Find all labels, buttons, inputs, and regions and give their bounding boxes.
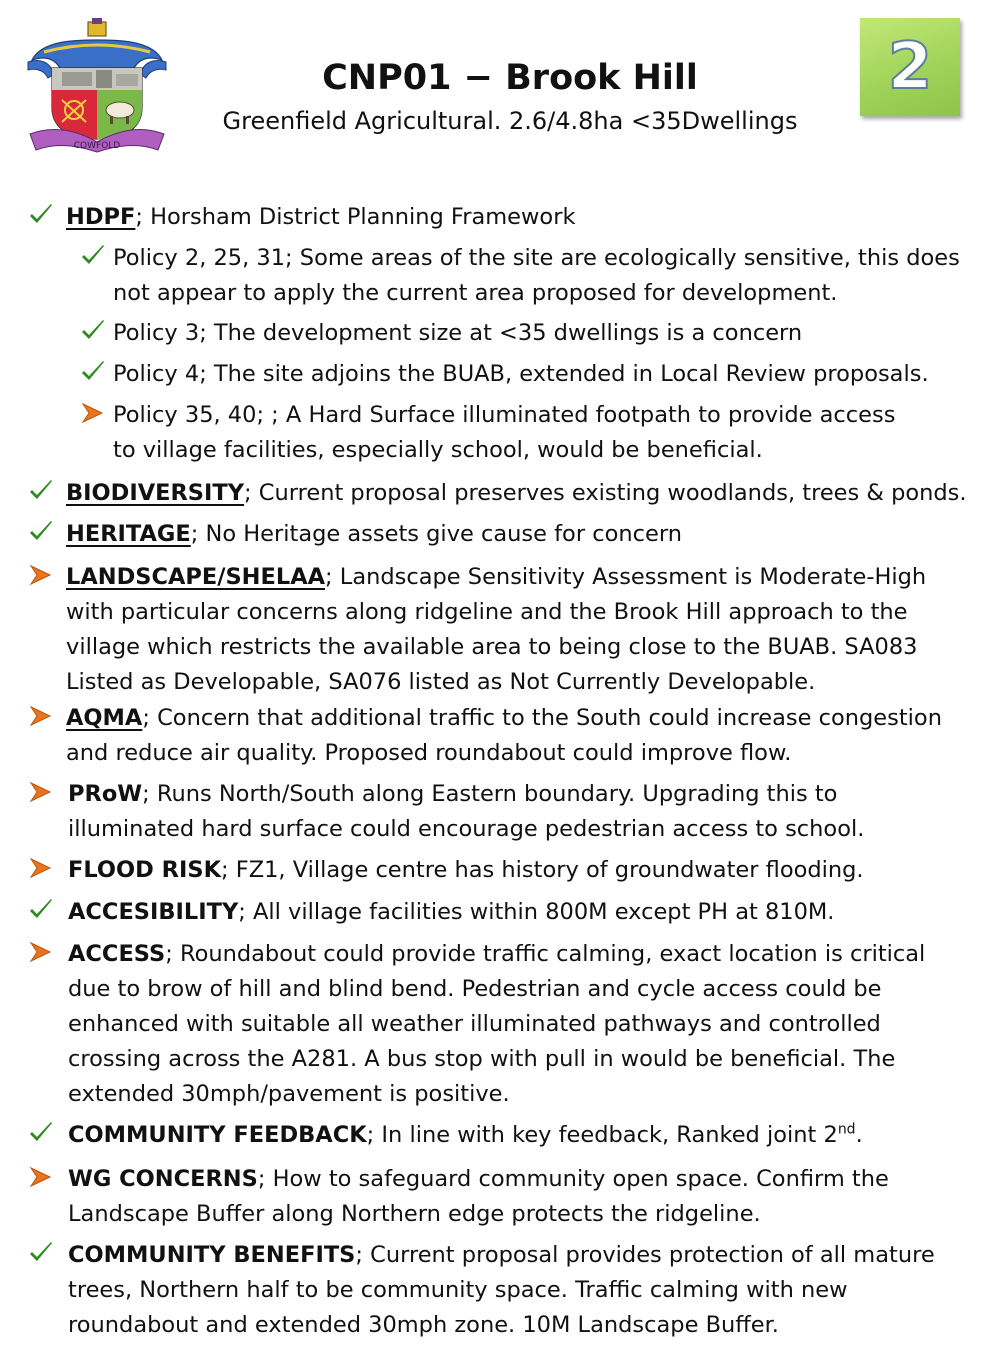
- list-item: [113, 357, 929, 392]
- item-line: [68, 895, 834, 930]
- item-line: [68, 1007, 925, 1042]
- item-line: [66, 476, 967, 511]
- arrow-icon: [28, 1164, 54, 1190]
- item-text: ; Horsham District Planning Framework: [135, 204, 576, 230]
- item-label: ACCESS: [68, 941, 166, 967]
- item-line: [68, 1077, 925, 1112]
- item-text: Listed as Developable, SA076 listed as Not Currently Developable.: [66, 669, 816, 695]
- arrow-icon: [28, 939, 54, 965]
- item-line: [66, 736, 942, 771]
- item-text: with particular concerns along ridgeline and the Brook Hill approach to the: [66, 599, 908, 625]
- arrow-icon: [28, 779, 54, 805]
- item-label: COMMUNITY BENEFITS: [68, 1242, 356, 1268]
- item-text: village which restricts the available area to being close to the BUAB. SA083: [66, 634, 918, 660]
- item-line: [66, 560, 926, 595]
- item-line: [66, 595, 926, 630]
- list-item: [66, 200, 575, 235]
- item-text: ; Current proposal provides protection of all mature: [355, 1242, 935, 1268]
- ordinal-suffix: nd: [837, 1121, 856, 1138]
- item-text: crossing across the A281. A bus stop with pull in would be beneficial. The: [68, 1046, 896, 1072]
- list-item: [66, 701, 942, 771]
- item-line: [68, 1238, 935, 1273]
- check-icon: [28, 202, 54, 228]
- item-text: ; No Heritage assets give cause for concern: [190, 521, 682, 547]
- item-line: [68, 812, 864, 847]
- item-text: Policy 35, 40; ; A Hard Surface illuminated footpath to provide access: [113, 402, 896, 428]
- item-text: ; Landscape Sensitivity Assessment is Moderate-High: [325, 564, 927, 590]
- list-item: [68, 1162, 889, 1232]
- item-line: [68, 777, 864, 812]
- item-text: and reduce air quality. Proposed roundabout could improve flow.: [66, 740, 792, 766]
- item-text: illuminated hard surface could encourage pedestrian access to school.: [68, 816, 865, 842]
- item-text: roundabout and extended 30mph zone. 10M Landscape Buffer.: [68, 1312, 779, 1338]
- list-item: [113, 241, 960, 311]
- list-item: [113, 316, 802, 351]
- list-item: [66, 560, 926, 700]
- item-line: [68, 937, 925, 972]
- item-text: ; Runs North/South along Eastern boundary. Upgrading this to: [142, 781, 838, 807]
- item-text: ; Current proposal preserves existing woodlands, trees & ponds.: [244, 480, 967, 506]
- item-text: Policy 3; The development size at <35 dwellings is a concern: [113, 320, 803, 346]
- item-text: ; Roundabout could provide traffic calming, exact location is critical: [165, 941, 926, 967]
- arrow-icon: [28, 562, 54, 588]
- item-text: Policy 2, 25, 31; Some areas of the site are ecologically sensitive, this does: [113, 245, 960, 271]
- item-text: trees, Northern half to be community space. Traffic calming with new: [68, 1277, 848, 1303]
- list-item: [68, 1238, 935, 1343]
- item-text: ; Concern that additional traffic to the South could increase congestion: [142, 705, 942, 731]
- list-item: [68, 937, 925, 1112]
- item-label: AQMA: [66, 705, 143, 731]
- page-number-badge: 2: [860, 18, 960, 116]
- item-line: [66, 701, 942, 736]
- list-item: [68, 853, 864, 888]
- item-line: [113, 433, 895, 468]
- item-label: HERITAGE: [66, 521, 191, 547]
- item-text: Landscape Buffer along Northern edge protects the ridgeline.: [68, 1201, 761, 1227]
- item-line: [68, 1197, 889, 1232]
- check-icon: [28, 897, 54, 923]
- list-item: [68, 1118, 863, 1153]
- item-line: [68, 853, 864, 888]
- item-line: [66, 517, 682, 552]
- page-subtitle: Greenfield Agricultural. 2.6/4.8ha <35Dwellings: [222, 107, 798, 135]
- item-line: [113, 357, 929, 392]
- item-text: Policy 4; The site adjoins the BUAB, extended in Local Review proposals.: [113, 361, 929, 387]
- item-text: ; How to safeguard community open space. Confirm the: [257, 1166, 889, 1192]
- list-item: [66, 476, 967, 511]
- item-text: due to brow of hill and blind bend. Pedestrian and cycle access could be: [68, 976, 882, 1002]
- item-line: [113, 276, 960, 311]
- crest-motto: COWFOLD: [73, 141, 121, 151]
- list-item: [68, 777, 864, 847]
- item-label: WG CONCERNS: [68, 1166, 258, 1192]
- arrow-icon: [28, 703, 54, 729]
- item-text: ; In line with key feedback, Ranked joint 2: [366, 1122, 838, 1148]
- item-line: [66, 200, 575, 235]
- list-item: [68, 895, 834, 930]
- item-line: [68, 1308, 935, 1343]
- list-item: [66, 517, 682, 552]
- item-line: [68, 1042, 925, 1077]
- item-line: [113, 398, 895, 433]
- item-line: [113, 316, 802, 351]
- item-text: ; All village facilities within 800M except PH at 810M.: [238, 899, 835, 925]
- item-line: [68, 972, 925, 1007]
- item-label: COMMUNITY FEEDBACK: [68, 1122, 367, 1148]
- page-title: CNP01 − Brook Hill: [322, 58, 698, 98]
- item-label: LANDSCAPE/SHELAA: [66, 564, 326, 590]
- list-item: [113, 398, 895, 468]
- arrow-icon: [80, 400, 106, 426]
- item-label: HDPF: [66, 204, 136, 230]
- item-line: [68, 1162, 889, 1197]
- item-tail: .: [855, 1122, 863, 1148]
- item-label: BIODIVERSITY: [66, 480, 245, 506]
- item-label: PRoW: [68, 781, 143, 807]
- item-line: [66, 630, 926, 665]
- check-icon: [28, 1120, 54, 1146]
- item-label: FLOOD RISK: [68, 857, 222, 883]
- check-icon: [28, 519, 54, 545]
- item-line: [68, 1273, 935, 1308]
- item-text: ; FZ1, Village centre has history of groundwater flooding.: [221, 857, 864, 883]
- check-icon: [28, 478, 54, 504]
- item-line: [68, 1118, 863, 1153]
- item-text: extended 30mph/pavement is positive.: [68, 1081, 510, 1107]
- check-icon: [80, 318, 106, 344]
- check-icon: [28, 1240, 54, 1266]
- check-icon: [80, 243, 106, 269]
- item-line: [66, 665, 926, 700]
- item-text: to village facilities, especially school, would be beneficial.: [113, 437, 763, 463]
- item-line: [113, 241, 960, 276]
- check-icon: [80, 359, 106, 385]
- item-label: ACCESIBILITY: [68, 899, 239, 925]
- item-text: enhanced with suitable all weather illuminated pathways and controlled: [68, 1011, 881, 1037]
- arrow-icon: [28, 855, 54, 881]
- item-text: not appear to apply the current area proposed for development.: [113, 280, 838, 306]
